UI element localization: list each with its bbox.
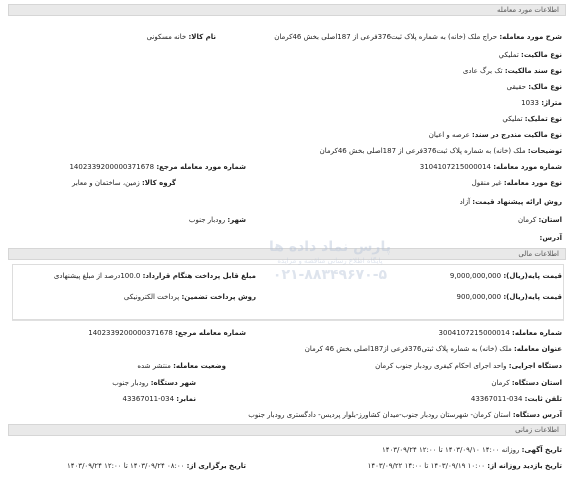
device-address-value: استان کرمان- شهرستان رودبار جنوب-میدان کشاورز-بلوار پردیس- دادگستری رودبار جنوب	[248, 411, 511, 419]
ownership-in-doc-value: عرصه و اعیان	[428, 131, 470, 139]
section-title: اطلاعات زمانی	[515, 426, 559, 434]
close-date-row	[67, 461, 246, 471]
executor-row	[375, 361, 562, 371]
detail-ref-label: شماره معامله مرجع:	[175, 329, 246, 337]
guarantee-row	[124, 292, 256, 302]
device-city-value: رودبار جنوب	[112, 379, 149, 387]
device-city-label: شهر دستگاه:	[150, 379, 196, 387]
area-value: 1033	[521, 99, 539, 107]
notes-label: توضیحات:	[527, 147, 562, 155]
offer-method-row	[460, 197, 562, 207]
deal-number-label: شماره مورد معامله:	[493, 163, 562, 171]
device-address-row	[248, 410, 562, 420]
status-value: منتشر شده	[137, 362, 171, 370]
detail-title-value: ملک (خانه) به شماره پلاک ثبتی376فرعی از187اصلی بخش 46 کرمان	[304, 345, 512, 353]
transfer-type-label: نوع تمليک:	[524, 115, 562, 123]
transfer-type-value: تمليكي	[502, 115, 523, 123]
city-row	[189, 215, 246, 225]
publish-date-row	[382, 445, 562, 455]
watermark	[180, 240, 480, 282]
deal-kind-value: غیر منقول	[471, 179, 502, 187]
detail-title-label: عنوان معامله:	[514, 345, 562, 353]
deal-kind-row	[472, 178, 562, 188]
deal-number-row	[420, 162, 562, 172]
ref-number-value: 1402339200000371678	[69, 163, 155, 171]
ownership-in-doc-row	[429, 130, 562, 140]
guarantee-value: پرداخت الکترونیکی	[123, 293, 180, 301]
owner-type-label: نوع مالک:	[528, 83, 562, 91]
item-name-value: خانه مسکونی	[146, 33, 187, 41]
ownership-in-doc-label: نوع مالکیت مندرج در سند:	[472, 131, 562, 139]
city-label: شهر:	[227, 216, 246, 224]
description-value: حراج ملک (خانه) به شماره پلاک ثبت376فرعی از 187اصلی بخش 46کرمان	[274, 33, 498, 41]
publish-date-value: روزانه ۱۴:۰۰ ۱۴۰۳/۰۹/۱۰ تا ۱۲:۰۰ ۱۴۰۳/۰۹/۲۴	[381, 446, 520, 454]
ref-number-label: شماره مورد معامله مرجع:	[156, 163, 246, 171]
doc-type-row	[463, 66, 562, 76]
detail-ref-value: 1402339200000371678	[88, 329, 173, 337]
device-phone-label: تلفن ثابت:	[524, 395, 562, 403]
province-label: استان:	[538, 216, 562, 224]
deal-type-row	[499, 50, 562, 60]
payable-label: مبلغ قابل پرداخت هنگام قرارداد:	[142, 272, 256, 280]
transfer-type-row	[502, 114, 562, 124]
offer-method-value: آزاد	[459, 198, 471, 206]
executor-label: دستگاه اجرایی:	[508, 362, 562, 370]
base-price-value: 9,000,000,000	[449, 272, 502, 280]
goods-group-label: گروه کالا:	[141, 179, 176, 187]
watermark-tagline: پایگاه اطلاع رسانی مناقصه و مزایده	[277, 257, 383, 265]
deal-kind-label: نوع مورد معامله:	[503, 179, 562, 187]
detail-number-value: 3004107215000014	[438, 329, 510, 337]
area-label: متراژ:	[541, 99, 562, 107]
description-row	[274, 32, 562, 42]
base-price-label: قیمت پایه(ریال):	[503, 272, 562, 280]
deal-type-label: نوع مالکیت:	[521, 51, 562, 59]
province-row	[518, 215, 562, 225]
device-province-row	[491, 378, 562, 388]
device-province-label: استان دستگاه:	[511, 379, 562, 387]
publish-date-label: تاریخ آگهی:	[521, 446, 562, 454]
detail-number-label: شماره معامله:	[512, 329, 562, 337]
device-address-label: آدرس دستگاه:	[512, 411, 562, 419]
fax-label: نمابر:	[176, 395, 196, 403]
deal-type-value: تمليكي	[498, 51, 519, 59]
area-row	[521, 98, 562, 108]
payable-value: 100.0درصد از مبلغ پیشنهادی	[53, 272, 141, 280]
doc-type-label: نوع سند مالکیت:	[504, 67, 562, 75]
item-name-label: نام کالا:	[188, 33, 216, 41]
device-province-value: کرمان	[491, 379, 510, 387]
province-value: کرمان	[518, 216, 537, 224]
address-row	[540, 233, 562, 243]
item-name-row	[147, 32, 216, 42]
device-city-row	[112, 378, 196, 388]
notes-value: ملک (خانه) به شماره پلاک ثبت376فرعی از 187اصلی بخش 46کرمان	[319, 147, 526, 155]
section-title: اطلاعات مالی	[518, 250, 559, 258]
device-phone-row	[471, 394, 562, 404]
owner-type-row	[507, 82, 562, 92]
base-price2-row	[457, 292, 562, 302]
detail-number-row	[439, 328, 562, 338]
status-label: وضعیت معامله:	[173, 362, 226, 370]
doc-type-value: تک برگ عادی	[462, 67, 503, 75]
goods-group-row	[72, 178, 176, 188]
ref-number-row	[69, 162, 246, 172]
goods-group-value: زمین، ساختمان و معابر	[71, 179, 140, 187]
device-phone-value: 034-43367011	[470, 395, 523, 403]
city-value: رودبار جنوب	[188, 216, 226, 224]
notes-row	[320, 146, 562, 156]
base-price2-label: قیمت پایه(ریال):	[503, 293, 562, 301]
watermark-brand: پارس نماد داده ها	[269, 239, 391, 255]
description-label: شرح مورد معامله:	[499, 33, 562, 41]
section-title: اطلاعات مورد معامله	[497, 6, 559, 14]
address-label: آدرس:	[539, 234, 562, 242]
close-date-label: تاریخ برگزاری از:	[186, 462, 246, 470]
close-date-value: ۰۸:۰۰ ۱۴۰۳/۰۹/۲۴ تا ۱۲:۰۰ ۱۴۰۳/۰۹/۲۴	[67, 462, 185, 470]
fax-value: 034-43367011	[122, 395, 175, 403]
section-header-deal-info	[8, 4, 566, 16]
detail-ref-row	[88, 328, 246, 338]
offer-method-label: روش ارائه پیشنهاد قیمت:	[472, 198, 562, 206]
visit-date-label: تاریخ بازدید روزانه از:	[487, 462, 562, 470]
divider	[12, 320, 564, 321]
base-price2-value: 900,000,000	[456, 293, 502, 301]
guarantee-label: روش پرداخت تضمین:	[181, 293, 256, 301]
watermark-phone: ۰۲۱-۸۸۳۴۹۶۷۰-۵	[272, 267, 388, 283]
status-row	[137, 361, 226, 371]
visit-date-value: ۱۰:۰۰ ۱۴۰۳/۰۹/۱۹ تا ۱۴:۰۰ ۱۴۰۳/۰۹/۲۲	[367, 462, 486, 470]
detail-title-row	[305, 344, 562, 354]
fax-row	[122, 394, 196, 404]
visit-date-row	[368, 461, 562, 471]
deal-number-value: 3104107215000014	[419, 163, 492, 171]
executor-value: واحد اجرای احکام کیفری رودبار جنوب کرمان	[375, 362, 507, 370]
owner-type-value: حقیقی	[506, 83, 526, 91]
section-header-timing	[8, 424, 566, 436]
